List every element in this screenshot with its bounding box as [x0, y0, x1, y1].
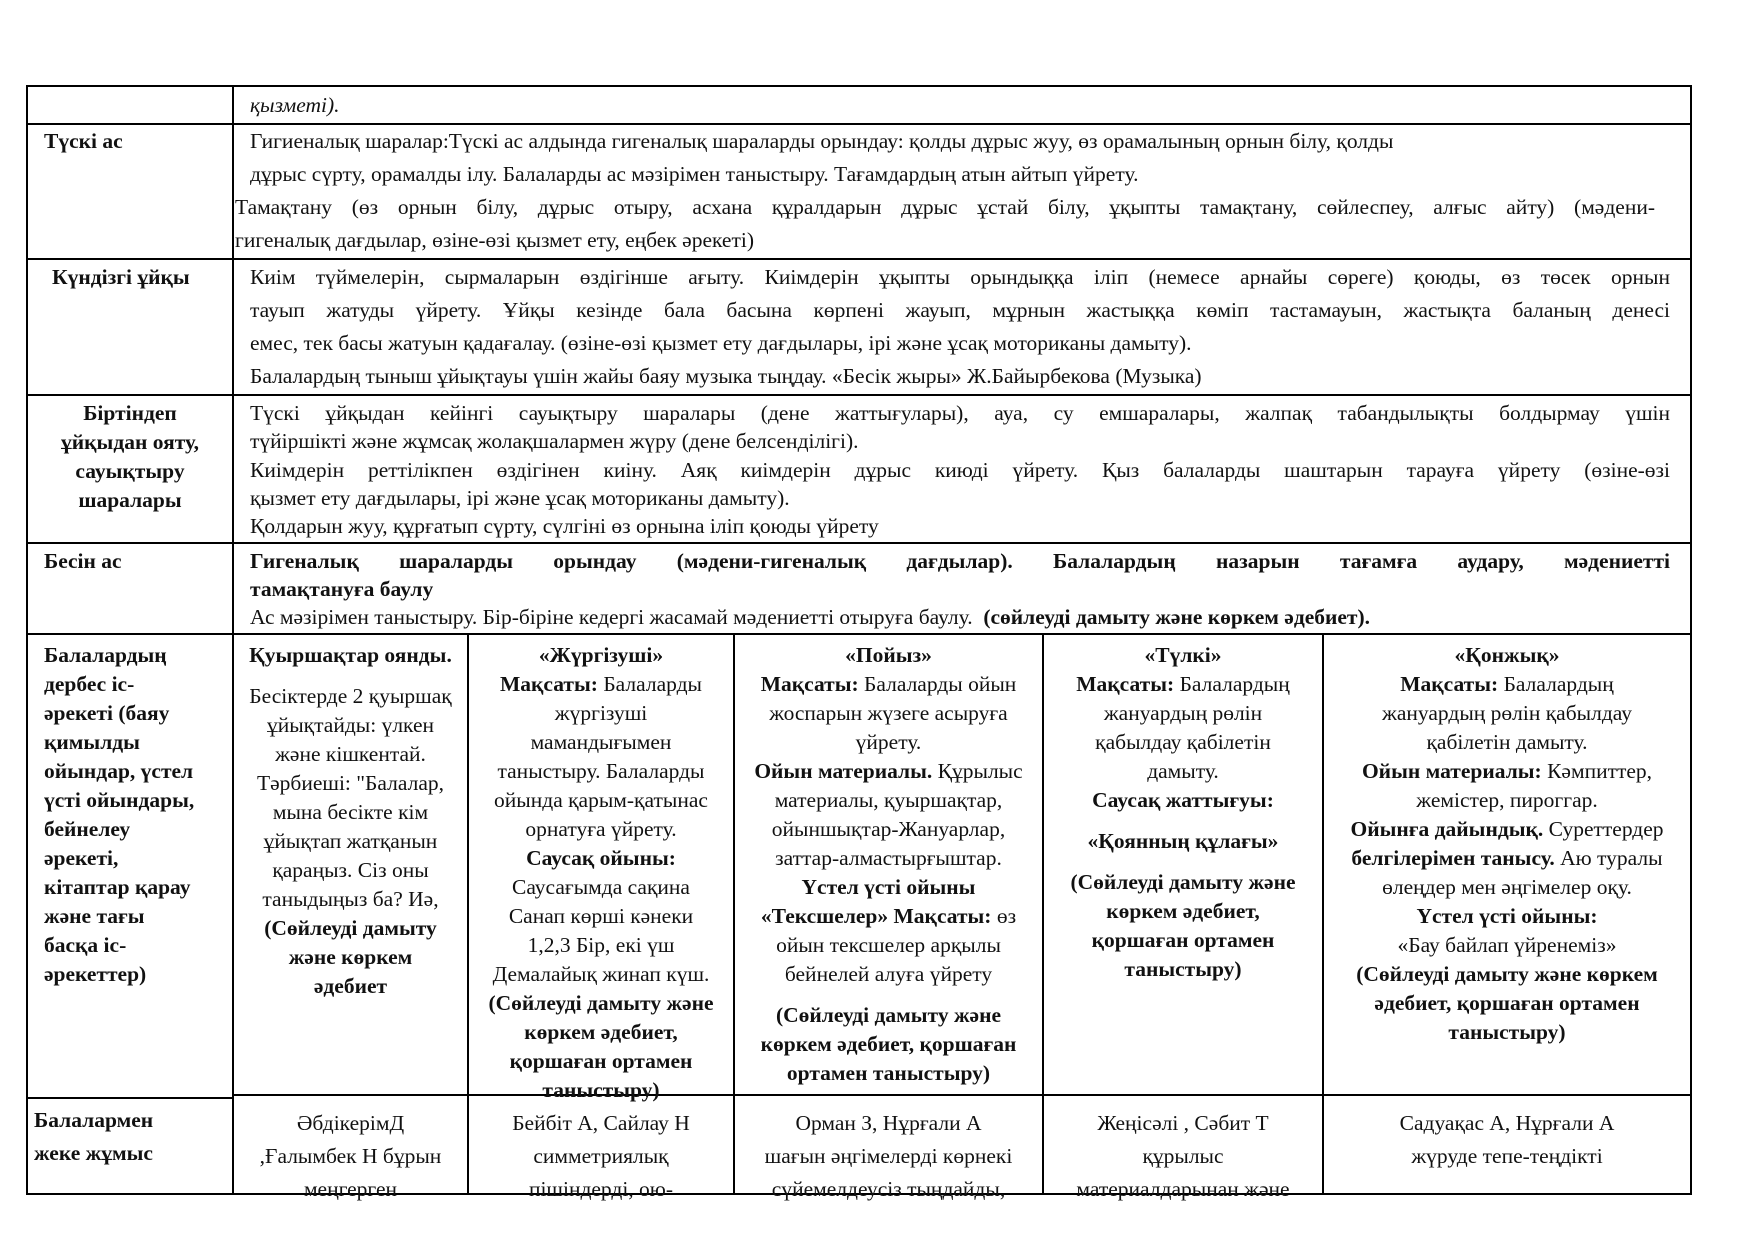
individual-line: құрылыс	[1142, 1144, 1224, 1168]
activity-text: қабілетін дамыту.	[1426, 730, 1588, 754]
activity-text: мамандығымен	[530, 730, 672, 754]
individual-line: симметриялық	[533, 1144, 669, 1168]
wake-line: Түскі ұйқыдан кейінгі сауықтыру шаралары (дене жаттығулары), ауа, су емшаралары, жалпақ табандылықты болдырмау үшін	[250, 401, 1670, 425]
label-line: Біртіндеп	[83, 401, 177, 425]
label-line: ұйқыдан ояту,	[61, 430, 199, 454]
wake-line: түйіршікті және жұмсақ жолақшалармен жүру (дене белсенділігі).	[250, 429, 859, 453]
activity-text: Құрылыс	[932, 759, 1023, 783]
activity-text-bold: Үстел үсті ойыны:	[1416, 904, 1598, 928]
activity-text-bold: таныстыру)	[1448, 1020, 1566, 1044]
nap-line: тауып жатуды үйрету. Ұйқы кезінде бала басына көрпені жауып, мұрнын жастыққа көміп тастамауын, жастықта баланың денесі	[250, 298, 1670, 322]
activity-text: Демалайық жинап күш.	[492, 962, 710, 986]
activity-line	[235, 914, 466, 943]
activity-text: «Бау байлап үйренеміз»	[1397, 933, 1617, 957]
lunch-line: гигеналық дағдылар, өзіне-өзі қызмет ету, еңбек әрекеті)	[235, 228, 754, 252]
rule-1	[26, 123, 1692, 125]
rule-col-2	[733, 633, 735, 1195]
row-label-snack: Бесін ас	[44, 549, 122, 573]
activity-line	[736, 1030, 1041, 1059]
activity-text: жемістер, пироггар.	[1416, 788, 1598, 812]
rule-right	[1690, 85, 1692, 1195]
activity-line	[235, 885, 466, 914]
individual-col-2	[470, 1107, 732, 1206]
individual-line: пішіндерді, ою-	[528, 1177, 674, 1201]
wake-line: Қолдарын жуу, құрғатып сүрту, сүлгіні өз орнына іліп қоюды үйрету	[250, 514, 879, 538]
activity-text: дамыту.	[1147, 759, 1219, 783]
label-line: Балалармен	[34, 1108, 154, 1132]
activity-line	[736, 670, 1041, 699]
activity-line	[1045, 786, 1321, 815]
activity-line	[470, 873, 732, 902]
activity-line	[1045, 641, 1321, 670]
activity-line	[1325, 902, 1689, 931]
individual-line: ӘбдікерімД	[296, 1111, 405, 1135]
individual-col-1	[235, 1107, 466, 1206]
activity-line	[1325, 989, 1689, 1018]
label-line: және тағы	[44, 904, 145, 928]
label-line: дербес іс-	[44, 672, 135, 696]
individual-line: шағын әңгімелерді көрнекі	[764, 1144, 1013, 1168]
activity-line	[235, 711, 466, 740]
activity-line	[470, 844, 732, 873]
rule-col-4	[1322, 633, 1324, 1195]
wake-line: қызмет ету дағдылары, ірі және ұсақ моториканы дамыту).	[250, 486, 790, 510]
individual-line: сүйемелдеусіз тыңдайды,	[771, 1177, 1006, 1201]
activity-line	[736, 902, 1041, 931]
activity-line	[736, 989, 1041, 1001]
activity-text: жануардың рөлін қабылдау	[1382, 701, 1632, 725]
activity-text: ұйықтап жатқанын	[263, 829, 438, 853]
activity-text-bold: таныстыру)	[1124, 957, 1242, 981]
activity-text: Саусағымда сақина	[512, 875, 690, 899]
activity-line	[470, 786, 732, 815]
individual-col-5	[1325, 1107, 1689, 1173]
activity-text: Бесіктерде 2 қуыршақ	[249, 684, 452, 708]
lunch-line: дұрыс сүрту, орамалды ілу. Балаларды ас мәзірімен таныстыру. Тағамдардың атын айтып үйрету.	[250, 162, 1139, 186]
activity-col-1	[235, 641, 466, 1001]
snack-text: Ас мәзірімен таныстыру. Бір-біріне кедергі жасамай мәдениетті отыруға баулу.	[250, 605, 973, 629]
activity-col-2	[470, 641, 732, 1105]
nap-line: емес, тек басы жатуын қадағалау. (өзіне-өзі қызмет ету дағдылары, ірі және ұсақ моториканы дамыту).	[250, 331, 1192, 355]
row-label-nap: Күндізгі ұйқы	[52, 265, 190, 289]
rule-4	[26, 542, 1692, 544]
activity-line	[736, 815, 1041, 844]
activity-text-bold: белгілерімен танысу.	[1351, 846, 1555, 870]
activity-line	[1325, 786, 1689, 815]
label-line: қимылды	[44, 730, 140, 754]
rule-3	[26, 394, 1692, 396]
activity-text-bold: (Сөйлеуді дамыту және	[1070, 870, 1296, 894]
activity-line	[235, 798, 466, 827]
rule-2	[26, 258, 1692, 260]
activity-text: Балаларды ойын	[858, 672, 1017, 696]
activity-line	[470, 699, 732, 728]
activity-line	[1325, 931, 1689, 960]
activity-line	[1045, 728, 1321, 757]
activity-line	[470, 931, 732, 960]
activity-text-bold: Ойын материалы.	[754, 759, 933, 783]
row-label-lunch: Түскі ас	[44, 129, 123, 153]
row-label-wake	[28, 399, 232, 515]
lunch-line: Тамақтану (өз орнын білу, дұрыс отыру, асхана құралдарын дұрыс ұстай білу, ұқыпты тамақтану, сөйлеспеу, алғыс айту) (мәдени-	[235, 195, 1655, 219]
activity-line	[470, 670, 732, 699]
activity-text: ойын тексшелер арқылы	[776, 933, 1001, 957]
activity-text: мына бесікте кім	[272, 800, 429, 824]
label-line: сауықтыру	[75, 459, 185, 483]
activity-text: бейнелей алуға үйрету	[784, 962, 993, 986]
activity-text-bold: «Тексшелер» Мақсаты:	[760, 904, 992, 928]
lunch-line: Гигиеналық шаралар:Түскі ас алдында гигеналық шараларды орындау: қолды дұрыс жуу, өз орамалының орнын білу, қолды	[250, 129, 1394, 153]
activity-text: Аю туралы	[1554, 846, 1663, 870]
row-label-activity	[44, 641, 230, 989]
label-line: әрекеті (баяу	[44, 701, 170, 725]
rule-label	[232, 85, 234, 1195]
activity-text: заттар-алмастырғыштар.	[775, 846, 1002, 870]
label-line: жеке жұмыс	[34, 1141, 153, 1165]
wake-line: Киімдерін реттілікпен өздігінен киіну. Аяқ киімдерін дұрыс киюді үйрету. Қыз балаларды шаштарын тарауға үйрету (өзіне-өзі	[250, 458, 1670, 482]
activity-line	[470, 728, 732, 757]
individual-line: ,Ғалымбек Н бұрын	[259, 1144, 442, 1168]
activity-line	[1325, 960, 1689, 989]
activity-line	[736, 1001, 1041, 1030]
activity-text-bold: және көркем	[288, 945, 413, 969]
activity-line	[235, 769, 466, 798]
activity-text: Балалардың	[1498, 672, 1614, 696]
activity-text: жоспарын жүзеге асыруға	[769, 701, 1008, 725]
rule-5	[26, 633, 1692, 635]
activity-line	[1045, 926, 1321, 955]
activity-line	[1045, 757, 1321, 786]
activity-text-bold: Саусақ жаттығуы:	[1092, 788, 1274, 812]
activity-col-5	[1325, 641, 1689, 1047]
activity-text: жануардың рөлін	[1103, 701, 1263, 725]
activity-text-bold: көркем әдебиет, қоршаған	[760, 1032, 1017, 1056]
label-line: бейнелеу	[44, 817, 131, 841]
activity-text-bold: Ойын материалы:	[1361, 759, 1542, 783]
activity-text-bold: Мақсаты:	[760, 672, 859, 696]
activity-line	[1325, 670, 1689, 699]
activity-col-3	[736, 641, 1041, 1088]
activity-line	[235, 827, 466, 856]
activity-text: жүргізуші	[554, 701, 648, 725]
activity-text-bold: әдебиет, қоршаған ортамен	[1374, 991, 1640, 1015]
activity-text: ойында қарым-қатынас	[494, 788, 708, 812]
activity-line	[470, 960, 732, 989]
activity-line	[736, 960, 1041, 989]
activity-line	[470, 902, 732, 931]
label-line: шаралары	[78, 488, 182, 512]
activity-line	[470, 989, 732, 1018]
activity-line	[470, 757, 732, 786]
activity-text-bold: «Қонжық»	[1454, 643, 1560, 667]
activity-text-bold: «Пойыз»	[845, 643, 932, 667]
activity-line	[1325, 641, 1689, 670]
activity-line	[736, 641, 1041, 670]
continuation-text: қызметі).	[250, 93, 340, 117]
rule-6b	[26, 1097, 233, 1099]
label-line: Балалардың	[44, 643, 167, 667]
snack-line	[250, 603, 1370, 632]
label-line: басқа іс-	[44, 933, 127, 957]
activity-line	[736, 844, 1041, 873]
activity-text-bold: Мақсаты:	[500, 672, 598, 696]
label-line: ойындар, үстел	[44, 759, 194, 783]
activity-line	[470, 1076, 732, 1105]
activity-text: орнатуға үйрету.	[525, 817, 677, 841]
activity-text-bold: ортамен таныстыру)	[786, 1061, 991, 1085]
activity-text: Тәрбиеші: "Балалар,	[256, 771, 444, 795]
activity-text: Санап көрші кәнеки	[508, 904, 694, 928]
activity-text-bold: әдебиет	[313, 974, 388, 998]
rule-col-1	[467, 633, 469, 1195]
label-line: үсті ойындары,	[44, 788, 195, 812]
activity-text-bold: қоршаған ортамен	[509, 1049, 693, 1073]
activity-line	[736, 1059, 1041, 1088]
activity-line	[736, 728, 1041, 757]
row-label-individual	[34, 1104, 153, 1170]
activity-text: таныстыру. Балаларды	[497, 759, 705, 783]
activity-text: өлеңдер мен әңгімелер оқу.	[1382, 875, 1632, 899]
activity-line	[235, 641, 466, 670]
activity-text: қараңыз. Сіз оны	[272, 858, 429, 882]
activity-line	[736, 931, 1041, 960]
activity-text: таныдыңыз ба? Иә,	[262, 887, 439, 911]
rule-top	[26, 85, 1692, 87]
activity-line	[1045, 815, 1321, 827]
activity-text: материалы, қуыршақтар,	[774, 788, 1003, 812]
activity-line	[470, 815, 732, 844]
individual-col-4	[1045, 1107, 1321, 1206]
activity-text-bold: Мақсаты:	[1400, 672, 1499, 696]
activity-text: Кәмпиттер,	[1541, 759, 1653, 783]
rule-left	[26, 85, 28, 1195]
activity-line	[235, 670, 466, 682]
activity-text-bold: (Сөйлеуді дамыту	[264, 916, 437, 940]
activity-text: өз	[991, 904, 1017, 928]
individual-line: материалдарынан және	[1076, 1177, 1290, 1201]
activity-line	[1325, 844, 1689, 873]
activity-line	[1045, 856, 1321, 868]
activity-line	[470, 1018, 732, 1047]
individual-line: Садуақас А, Нұрғали А	[1399, 1111, 1615, 1135]
rule-6	[233, 1094, 1692, 1096]
activity-line	[470, 1047, 732, 1076]
activity-text-bold: Ойынға дайындық.	[1350, 817, 1544, 841]
label-line: әрекеттер)	[44, 962, 147, 986]
individual-col-3	[736, 1107, 1041, 1206]
activity-text-bold: «Түлкі»	[1144, 643, 1222, 667]
activity-col-4	[1045, 641, 1321, 984]
activity-line	[1325, 873, 1689, 902]
activity-text: ойыншықтар-Жануарлар,	[771, 817, 1006, 841]
activity-text-bold: (Сөйлеуді дамыту және	[488, 991, 714, 1015]
activity-line	[235, 740, 466, 769]
activity-text: қабылдау қабілетін	[1095, 730, 1271, 754]
label-line: әрекеті,	[44, 846, 119, 870]
activity-line	[1325, 815, 1689, 844]
activity-text-bold: «Жүргізуші»	[538, 643, 664, 667]
activity-line	[1045, 955, 1321, 984]
nap-line: Киім түймелерін, сырмаларын өздігінше ағыту. Киімдерін ұқыпты орындыққа іліп (немесе арнайы сөреге) қоюды, өз төсек орнын	[250, 265, 1670, 289]
activity-text-bold: «Қоянның құлағы»	[1087, 829, 1279, 853]
activity-text: Балалардың	[1174, 672, 1290, 696]
activity-text-bold: Саусақ ойыны:	[526, 846, 676, 870]
snack-text-bold: (сөйлеуді дамыту және көркем әдебиет).	[983, 605, 1371, 629]
individual-line: жүруде тепе-теңдікті	[1411, 1144, 1603, 1168]
activity-line	[736, 757, 1041, 786]
activity-line	[235, 856, 466, 885]
activity-line	[1045, 897, 1321, 926]
activity-text-bold: қоршаған ортамен	[1091, 928, 1275, 952]
activity-text-bold: Үстел үсті ойыны	[801, 875, 976, 899]
snack-line: тамақтануға баулу	[250, 577, 434, 601]
activity-line	[235, 682, 466, 711]
activity-line	[1045, 868, 1321, 897]
activity-line	[1325, 699, 1689, 728]
activity-text: ұйықтайды: үлкен	[266, 713, 435, 737]
activity-line	[1045, 827, 1321, 856]
activity-text-bold: (Сөйлеуді дамыту және	[775, 1003, 1002, 1027]
activity-line	[1325, 728, 1689, 757]
activity-text: 1,2,3 Бір, екі үш	[527, 933, 675, 957]
snack-line: Гигеналық шараларды орындау (мәдени-гигеналық дағдылар). Балалардың назарын тағамға аудару, мәдениетті	[250, 549, 1670, 573]
activity-line	[736, 786, 1041, 815]
activity-line	[1325, 1018, 1689, 1047]
activity-line	[736, 699, 1041, 728]
activity-text: үйрету.	[855, 730, 922, 754]
individual-line: Бейбіт А, Сайлау Н	[512, 1111, 690, 1135]
label-line: кітаптар қарау	[44, 875, 191, 899]
activity-text: Суреттердер	[1543, 817, 1664, 841]
nap-line: Балалардың тыныш ұйықтауы үшін жайы баяу музыка тыңдау. «Бесік жыры» Ж.Байырбекова (Музыка)	[250, 364, 1202, 388]
activity-line	[1045, 670, 1321, 699]
activity-text-bold: (Сөйлеуді дамыту және көркем	[1356, 962, 1658, 986]
activity-text-bold: таныстыру)	[542, 1078, 660, 1102]
individual-line: Орман З, Нұрғали А	[795, 1111, 982, 1135]
activity-text: Балаларды	[597, 672, 702, 696]
activity-text: және кішкентай.	[275, 742, 426, 766]
activity-text-bold: көркем әдебиет,	[524, 1020, 678, 1044]
activity-line	[736, 873, 1041, 902]
activity-text-bold: Мақсаты:	[1076, 672, 1175, 696]
activity-text-bold: көркем әдебиет,	[1106, 899, 1260, 923]
activity-line	[235, 972, 466, 1001]
activity-line	[1045, 699, 1321, 728]
activity-line	[470, 641, 732, 670]
activity-text-bold: Қуыршақтар оянды.	[249, 643, 452, 667]
rule-col-3	[1042, 633, 1044, 1195]
individual-line: Жеңісәлі , Сәбит Т	[1097, 1111, 1269, 1135]
activity-line	[235, 943, 466, 972]
activity-line	[1325, 757, 1689, 786]
individual-line: меңгерген	[303, 1177, 398, 1201]
